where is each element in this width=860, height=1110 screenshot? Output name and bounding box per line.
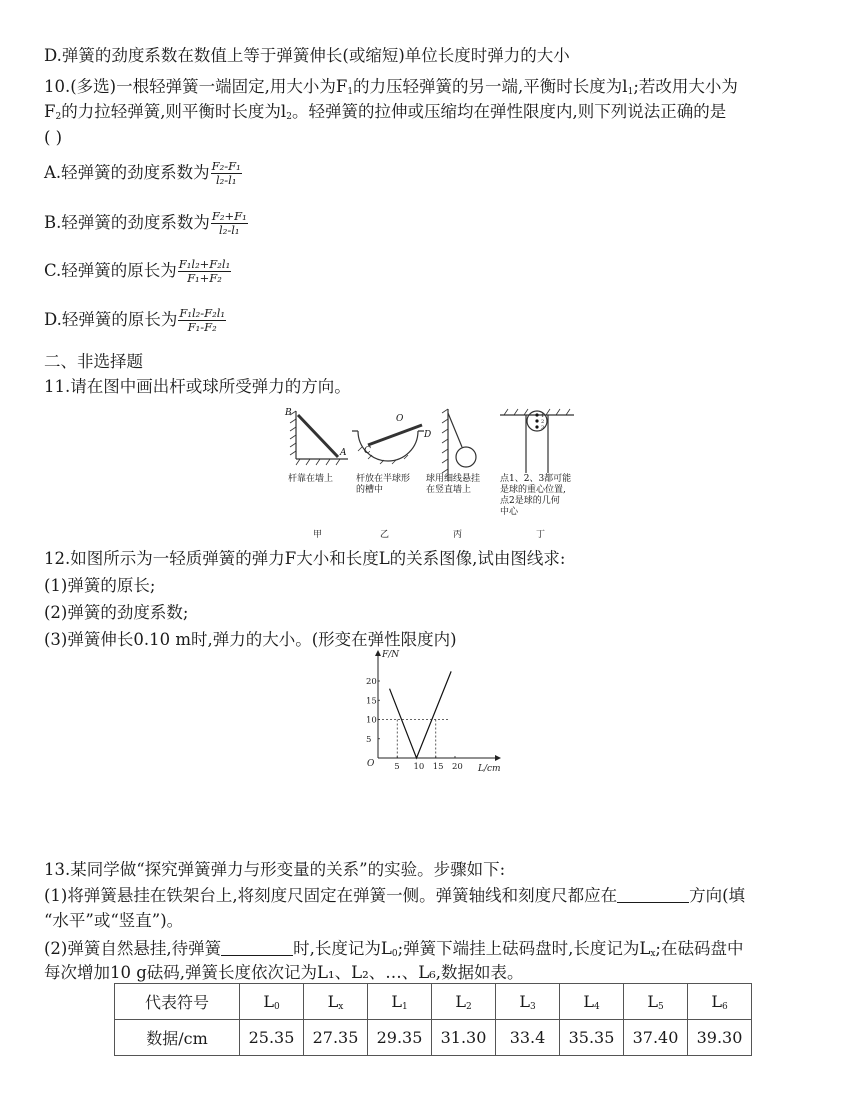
y-tick-label: 10 xyxy=(366,715,377,726)
caption-ding-3: 点2是球的几何 xyxy=(500,496,560,506)
fraction: $\frac{\text{F₂-F₁}}{\text{l₂-l₁}}$ xyxy=(211,159,241,187)
label-d: D xyxy=(424,430,432,440)
table-row xyxy=(115,984,752,1020)
q10-option-a: A.轻弹簧的劲度系数为 $\frac{\text{F₂-F₁}}{\text{l₂-l₁}}$ xyxy=(44,159,241,187)
table-cell: 33.4 xyxy=(496,1020,560,1056)
q13-sub2: (2)弹簧自然悬挂,待弹簧 时,长度记为$L_0$;弹簧下端挂上砝码盘时,长度记为$L_x$;在砝码盘中 xyxy=(44,939,744,959)
q10-stem-line1: 10.(多选)一根轻弹簧一端固定,用大小为$F_1$的力压轻弹簧的另一端,平衡时长度为$l_1$;若改用大小为 xyxy=(44,77,738,97)
figure-name-bing: 丙 xyxy=(453,530,463,540)
caption-ding-2: 是球的重心位置, xyxy=(500,485,566,495)
ball-point-3: 3 xyxy=(541,425,545,431)
table-cell: $L_6$ xyxy=(688,984,752,1020)
fraction: $\frac{\text{F₁l₂-F₂l₁}}{\text{F₁-F₂}}$ xyxy=(179,306,226,334)
table-cell: $L_2$ xyxy=(432,984,496,1020)
y-axis-label: F/N xyxy=(382,650,400,660)
series-line xyxy=(390,671,452,758)
q10-answer-bracket: ( ) xyxy=(44,128,63,147)
caption-ding-4: 中心 xyxy=(500,507,519,517)
fraction: $\frac{\text{F₁l₂+F₂l₁}}{\text{F₁+F₂}}$ xyxy=(178,257,231,285)
caption-bing-2: 在竖直墙上 xyxy=(426,485,472,495)
data-table xyxy=(114,983,752,1056)
caption-yi-2: 的槽中 xyxy=(356,485,384,495)
q13-sub2-cont: 每次增加10 g砝码,弹簧长度依次记为L₁、L₂、…、L₆,数据如表。 xyxy=(44,963,524,982)
answer-blank[interactable] xyxy=(221,937,293,956)
figure-name-yi: 乙 xyxy=(380,530,390,540)
table-header-cell: 代表符号 xyxy=(115,984,240,1020)
q12-stem: 12.如图所示为一轻质弹簧的弹力F大小和长度L的关系图像,试由图线求: xyxy=(44,549,566,568)
table-cell: 27.35 xyxy=(304,1020,368,1056)
caption-yi-1: 杆放在半球形 xyxy=(356,474,411,484)
x-axis-label: L/cm xyxy=(478,764,501,774)
figure-name-jia: 甲 xyxy=(313,530,323,540)
y-tick-label: 15 xyxy=(366,696,377,707)
caption-jia: 杆靠在墙上 xyxy=(288,474,334,484)
q13-sub1-cont: “水平”或“竖直”)。 xyxy=(44,911,184,930)
q10-stem-line2: $F_2$的力拉轻弹簧,则平衡时长度为$l_2$。轻弹簧的拉伸或压缩均在弹性限度内,则下列说法正确的是 xyxy=(44,102,727,122)
q9-option-d: D.弹簧的劲度系数在数值上等于弹簧伸长(或缩短)单位长度时弹力的大小 xyxy=(44,46,570,65)
q10-option-c: C.轻弹簧的原长为 $\frac{\text{F₁l₂+F₂l₁}}{\text{F₁+F₂}}$ xyxy=(44,257,231,285)
table-cell: $L_0$ xyxy=(240,984,304,1020)
q10-option-d: D.轻弹簧的原长为 $\frac{\text{F₁l₂-F₂l₁}}{\text{F₁-F₂}}$ xyxy=(44,306,226,334)
table-cell: $L_5$ xyxy=(624,984,688,1020)
table-cell: 35.35 xyxy=(560,1020,624,1056)
y-tick-label: 20 xyxy=(366,677,377,687)
q12-sub2: (2)弹簧的劲度系数; xyxy=(44,603,189,622)
table-row xyxy=(115,1020,752,1056)
fraction: $\frac{\text{F₂+F₁}}{\text{l₂-l₁}}$ xyxy=(211,209,247,237)
q12-chart xyxy=(350,645,510,775)
x-tick-label: 20 xyxy=(452,762,463,772)
ball-point-2: 2 xyxy=(541,419,545,425)
label-a: A xyxy=(340,448,347,458)
table-cell: 29.35 xyxy=(368,1020,432,1056)
section-heading: 二、非选择题 xyxy=(44,352,143,371)
q12-sub1: (1)弹簧的原长; xyxy=(44,576,156,595)
x-tick-label: 5 xyxy=(394,762,400,772)
table-cell: 37.40 xyxy=(624,1020,688,1056)
table-header-cell: 数据/cm xyxy=(115,1020,240,1056)
q13-stem: 13.某同学做“探究弹簧弹力与形变量的关系”的实验。步骤如下: xyxy=(44,860,506,879)
table-cell: 25.35 xyxy=(240,1020,304,1056)
caption-bing-1: 球用细线悬挂 xyxy=(426,474,481,484)
q11-stem: 11.请在图中画出杆或球所受弹力的方向。 xyxy=(44,377,351,396)
table-cell: $L_x$ xyxy=(304,984,368,1020)
label-b: B xyxy=(285,408,292,418)
origin-label: O xyxy=(367,759,375,769)
q10-option-b: B.轻弹簧的劲度系数为 $\frac{\text{F₂+F₁}}{\text{l₂-l₁}}$ xyxy=(44,209,247,237)
table-cell: 31.30 xyxy=(432,1020,496,1056)
q11-figure xyxy=(280,403,580,543)
y-tick-label: 5 xyxy=(366,734,372,745)
figure-name-ding: 丁 xyxy=(536,530,546,540)
x-tick-label: 15 xyxy=(432,762,444,772)
table-cell: $L_4$ xyxy=(560,984,624,1020)
label-o: O xyxy=(396,414,404,424)
answer-blank[interactable] xyxy=(617,884,689,903)
label-c: C xyxy=(364,446,371,456)
ball-point-1: 1 xyxy=(541,413,545,419)
caption-ding-1: 点1、2、3都可能 xyxy=(500,474,572,484)
table-cell: $L_1$ xyxy=(368,984,432,1020)
q13-sub1: (1)将弹簧悬挂在铁架台上,将刻度尺固定在弹簧一侧。弹簧轴线和刻度尺都应在 方向(填 xyxy=(44,886,746,905)
table-cell: $L_3$ xyxy=(496,984,560,1020)
table-cell: 39.30 xyxy=(688,1020,752,1056)
q12-sub3: (3)弹簧伸长0.10 m时,弹力的大小。(形变在弹性限度内) xyxy=(44,630,457,649)
x-tick-label: 10 xyxy=(413,762,425,772)
